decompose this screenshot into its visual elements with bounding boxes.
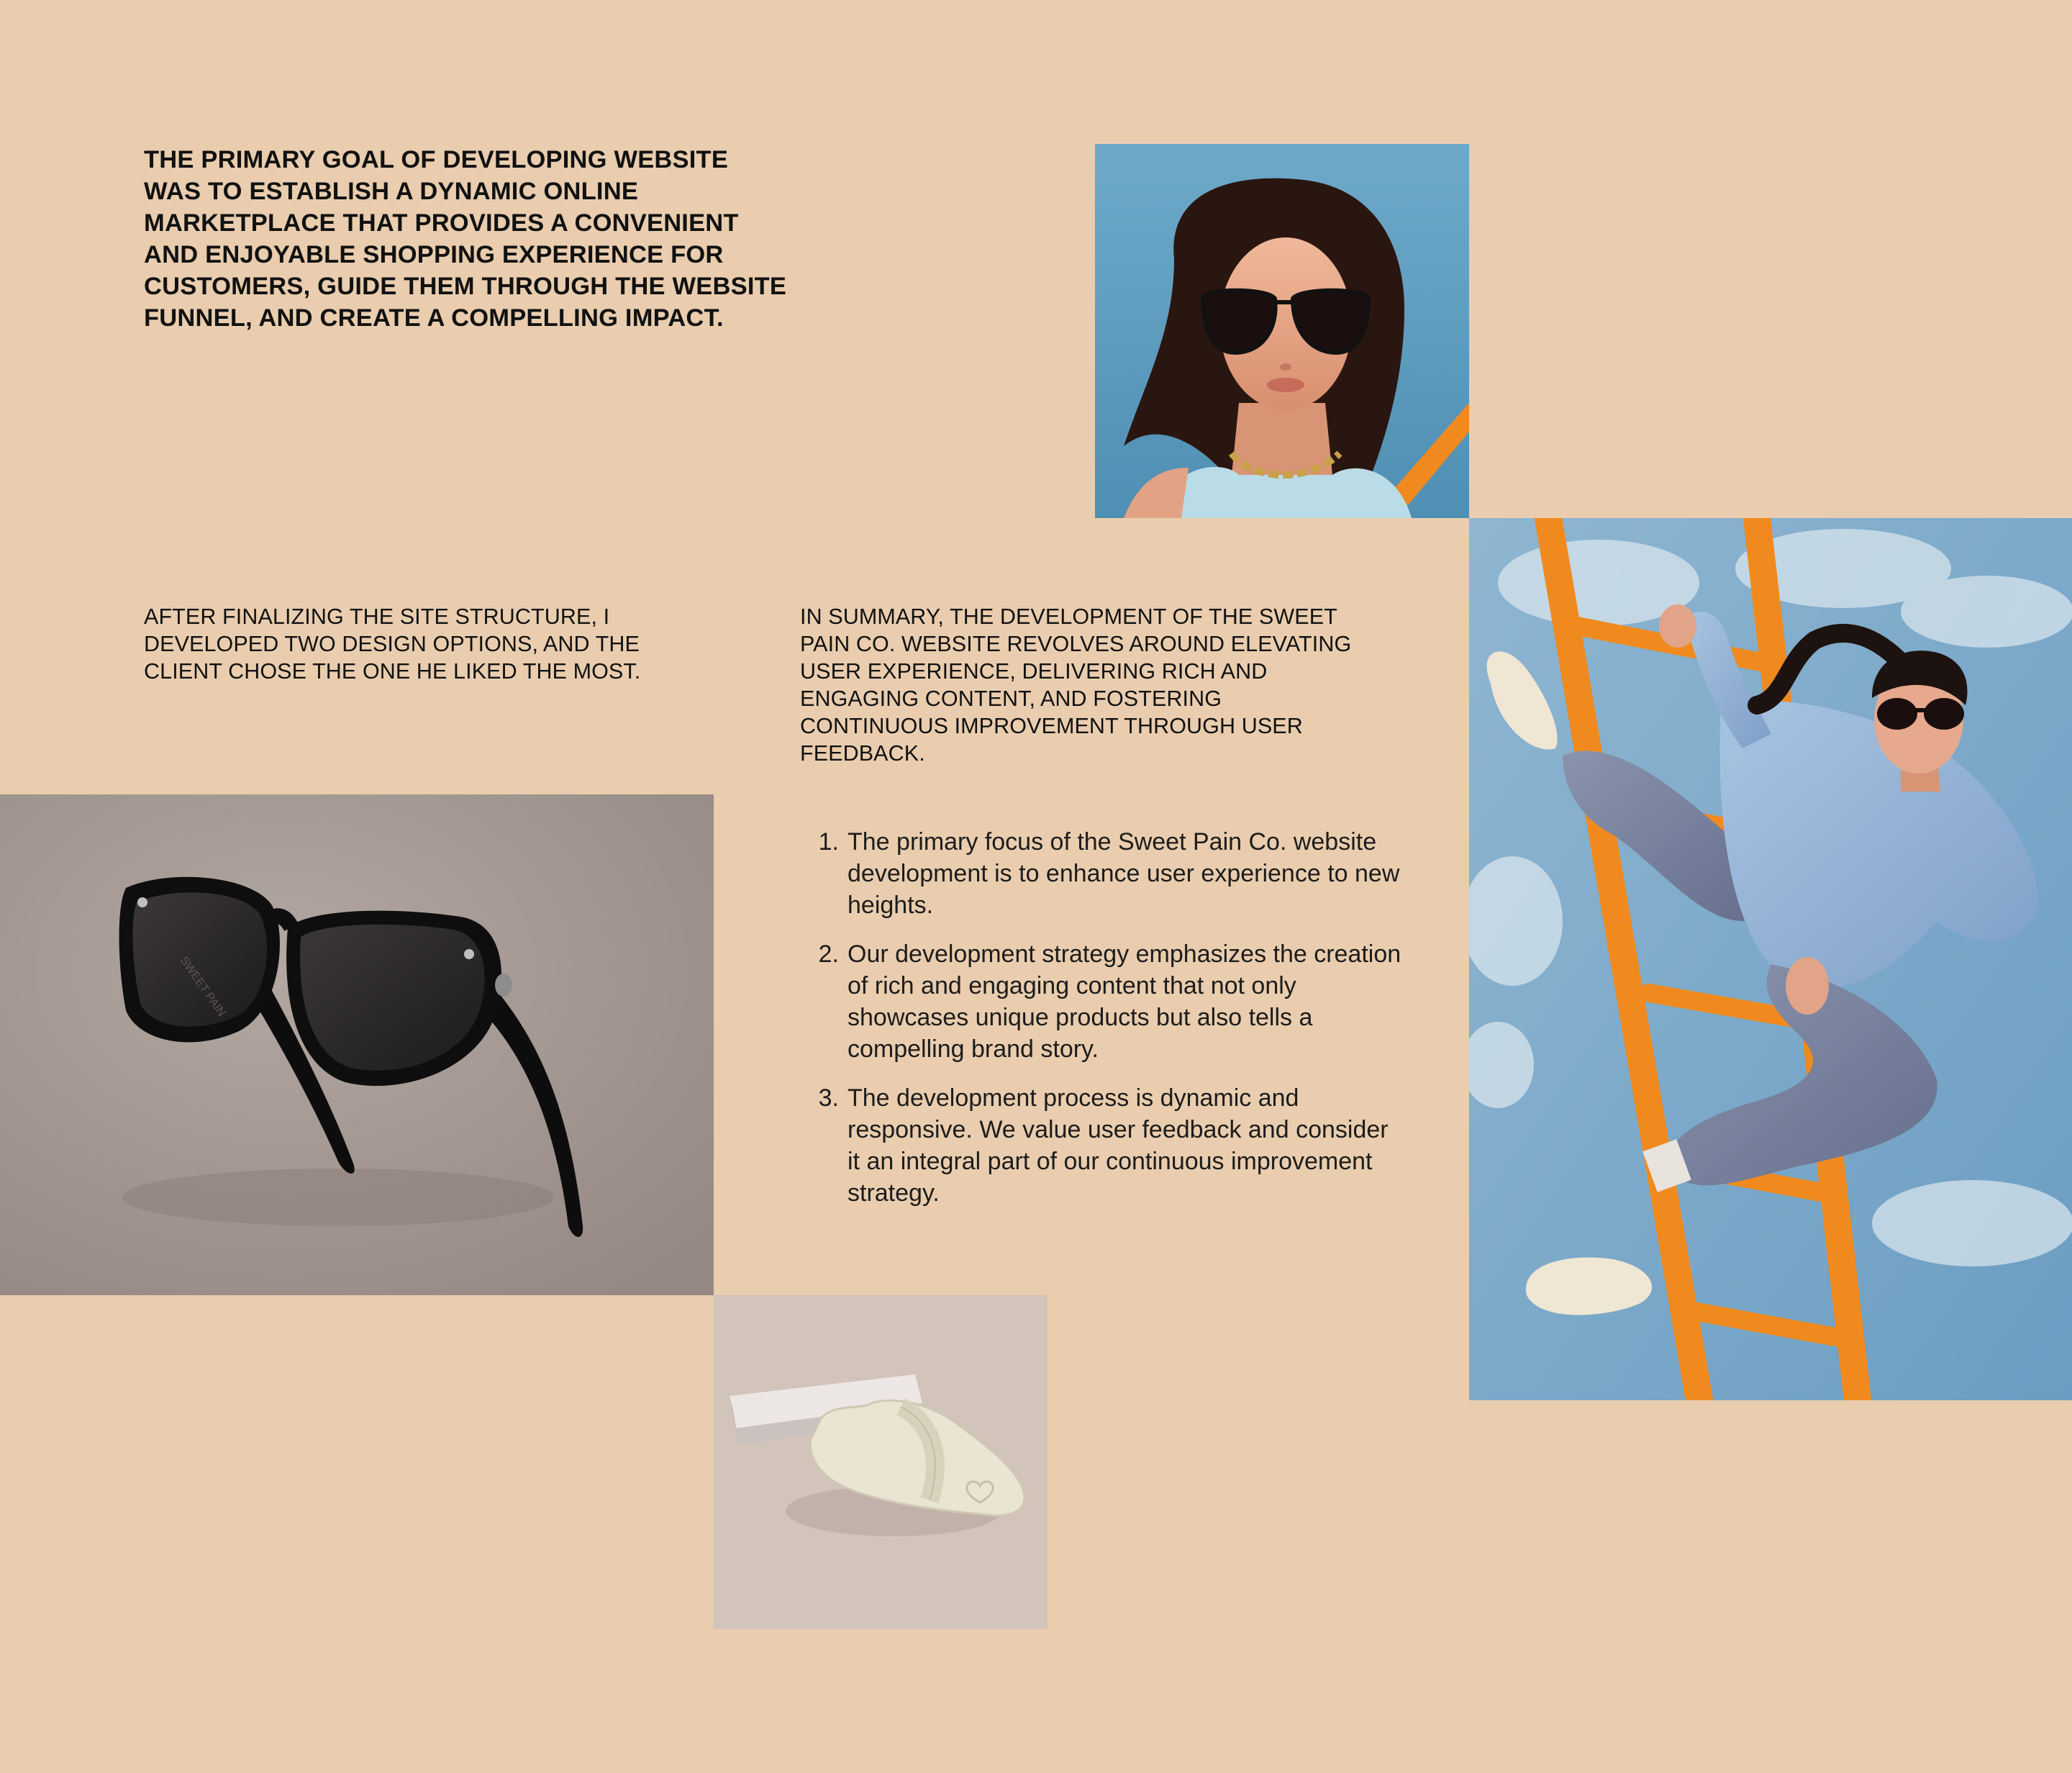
glasses-case-art: [714, 1295, 1048, 1629]
ladder-model-art: [1469, 518, 2072, 1400]
list-item-number: 2.: [818, 940, 839, 968]
sunglasses-product-photo: [0, 794, 714, 1295]
sunglasses-product-art: [0, 794, 714, 1295]
list-item-text: The development process is dynamic and responsive. We value user feedback and consider it an integral part of our continuous improvement strategy.: [848, 1084, 1389, 1207]
list-item-number: 1.: [818, 828, 839, 856]
development-steps-list: [800, 826, 1404, 1226]
summary-caption: IN SUMMARY, THE DEVELOPMENT OF THE SWEET PAIN CO. WEBSITE REVOLVES AROUND ELEVATING USER EXPERIENCE, DELIVERING RICH AND ENGAGING CONTENT, AND FOSTERING CONTINUOUS IMPROVEMENT THROUGH USER FEEDBACK.: [800, 604, 1352, 766]
temple-print: SWEET PAIN: [177, 954, 228, 1019]
ladder-model-photo: [1469, 518, 2072, 1400]
list-item-number: 3.: [818, 1084, 839, 1112]
headline: THE PRIMARY GOAL OF DEVELOPING WEBSITE WAS TO ESTABLISH A DYNAMIC ONLINE MARKETPLACE THAT PROVIDES A CONVENIENT AND ENJOYABLE SHOPPING EXPERIENCE FOR CUSTOMERS, GUIDE THEM THROUGH THE WEBSITE FUNNEL, AND CREATE A COMPELLING IMPACT.: [144, 146, 787, 332]
list-item: [800, 938, 1404, 1065]
structure-caption: AFTER FINALIZING THE SITE STRUCTURE, I DEVELOPED TWO DESIGN OPTIONS, AND THE CLIENT CHOSE THE ONE HE LIKED THE MOST.: [144, 604, 641, 684]
portrait-photo-art: [1095, 144, 1469, 518]
list-item: [800, 826, 1404, 921]
list-item-text: The primary focus of the Sweet Pain Co. website development is to enhance user experience to new heights.: [848, 828, 1400, 919]
list-item: [800, 1082, 1404, 1209]
list-item-text: Our development strategy emphasizes the creation of rich and engaging content that not only showcases unique products but also tells a compelling brand story.: [848, 940, 1401, 1063]
portrait-photo: [1095, 144, 1469, 518]
glasses-case-photo: [714, 1295, 1048, 1629]
